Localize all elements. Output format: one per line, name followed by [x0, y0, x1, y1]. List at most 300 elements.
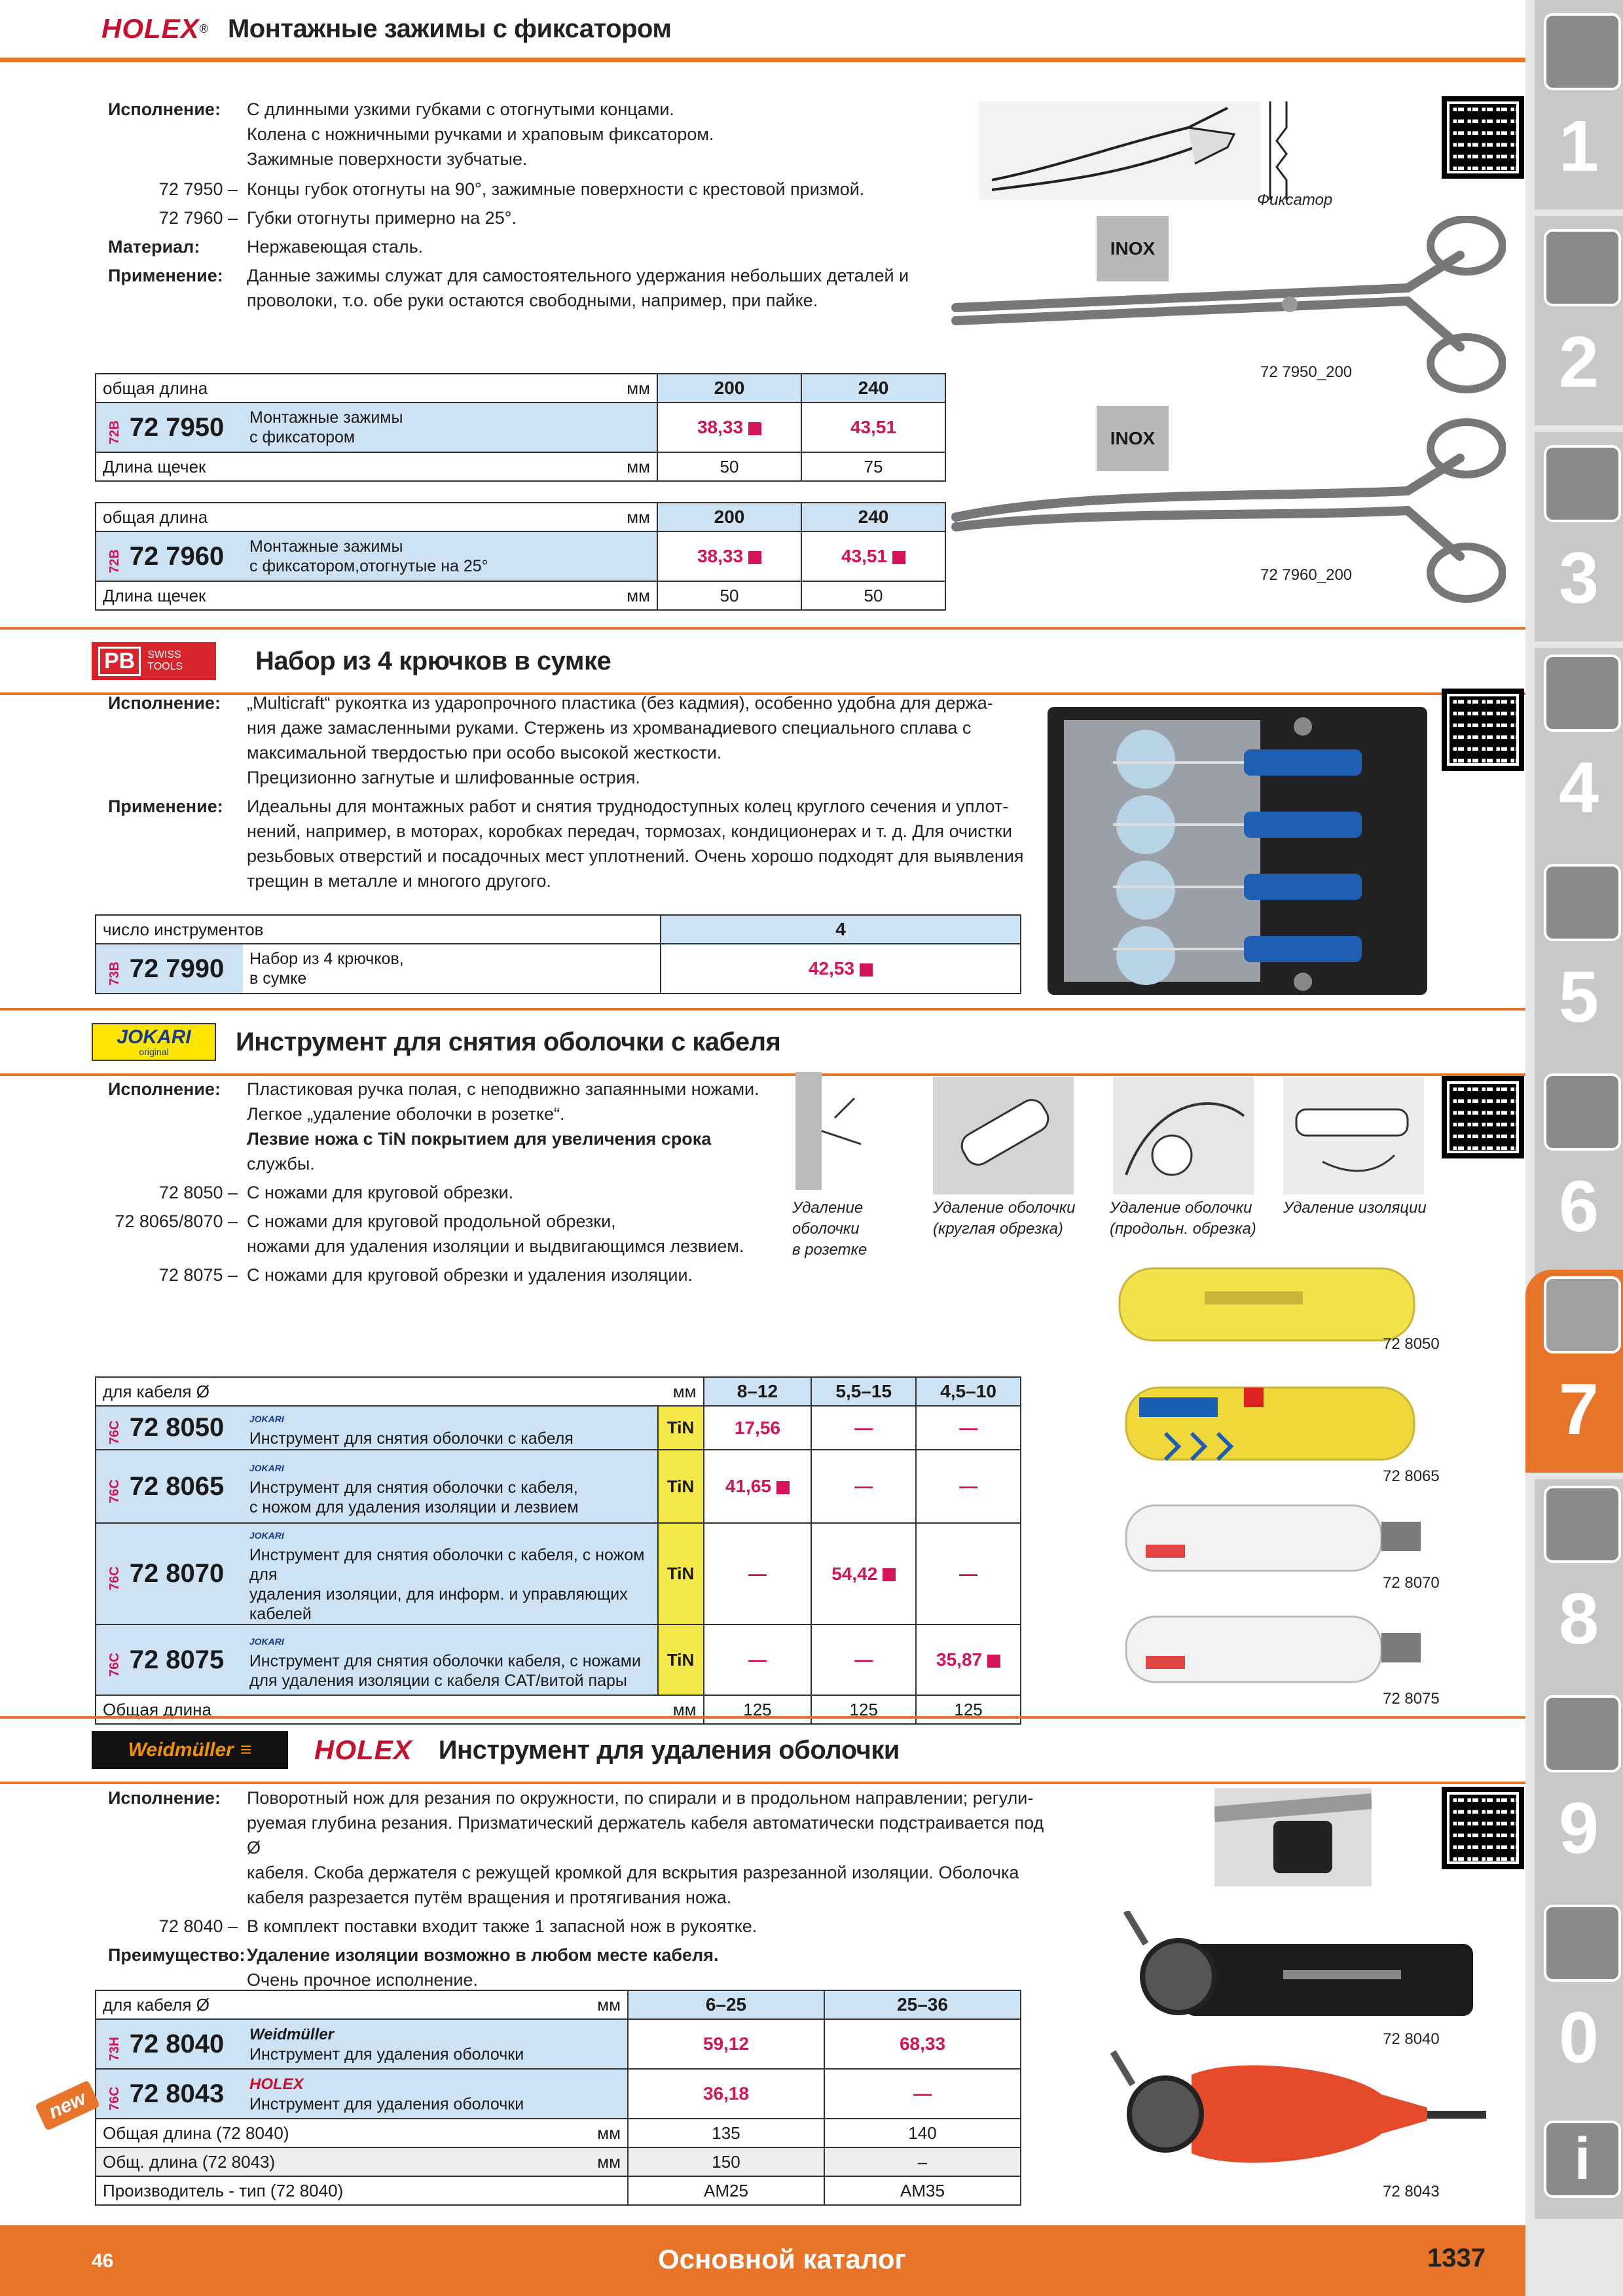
name-cell: [243, 2019, 628, 2069]
desc-line: Колена с ножничными ручками и храповым фиксатором.: [247, 124, 714, 144]
table-row[interactable]: [96, 403, 945, 452]
col-header: 200: [657, 374, 801, 403]
unit: мм: [672, 1699, 697, 1719]
label-execution: Исполнение:: [108, 99, 221, 119]
desc-line: Лезвие ножа с TiN покрытием для увеличения срока: [247, 1129, 712, 1149]
caption-line: в розетке: [792, 1241, 867, 1259]
footer-value: 50: [801, 581, 945, 610]
price-cell: —: [811, 1624, 916, 1695]
article-cell: [96, 2069, 243, 2119]
footer-value: 125: [811, 1695, 916, 1724]
footer-value: 135: [628, 2119, 824, 2147]
tin-badge: TiN: [658, 1450, 704, 1523]
name-cell: [243, 1450, 658, 1523]
stock-marker: [860, 963, 873, 977]
caption-line: (продольн. обрезка): [1110, 1220, 1256, 1238]
header-label: общая длина: [103, 378, 208, 398]
name-line: Набор из 4 крючков,: [249, 950, 404, 968]
article-cell: [96, 531, 243, 581]
footer-value: AM35: [824, 2176, 1021, 2205]
qr-code[interactable]: [1447, 1081, 1519, 1153]
table-72-7960: [95, 502, 946, 611]
stock-marker: [987, 1655, 1000, 1668]
label-execution: Исполнение:: [108, 693, 221, 713]
desc-line: резьбовых отверстий и посадочных мест уплотнений. Очень хорошо подходят для выявления: [247, 846, 1024, 866]
unit: мм: [597, 2151, 621, 2172]
label-application: Применение:: [108, 266, 223, 285]
desc-line: Очень прочное исполнение.: [247, 1970, 478, 1990]
article-number: 72 8040: [129, 2029, 225, 2058]
section-title: Монтажные зажимы с фиксатором: [227, 14, 672, 43]
drill-icon: [1544, 13, 1621, 90]
caption-fixator: Фиксатор: [1257, 191, 1333, 209]
tin-badge: TiN: [658, 1624, 704, 1695]
unit: мм: [597, 2123, 621, 2143]
chapter-tab-0[interactable]: [1535, 1898, 1623, 2108]
chapter-tab-6[interactable]: [1535, 1067, 1623, 1276]
jokari-logo-text: JOKARI: [117, 1026, 191, 1048]
illustration-longitudinal-cut: [1113, 1077, 1254, 1194]
footer-cell: [96, 452, 657, 481]
label-execution: Исполнение:: [108, 1788, 221, 1808]
name-line: Инструмент для удаления оболочки: [249, 2094, 524, 2113]
group-code: 76C: [107, 1566, 122, 1590]
name-cell: [243, 1406, 658, 1450]
table-row[interactable]: [96, 2069, 1021, 2119]
brand-mini: JOKARI: [249, 1636, 284, 1647]
qr-code[interactable]: [1447, 101, 1519, 173]
price-cell: —: [811, 1406, 916, 1450]
name-cell: [243, 1624, 658, 1695]
chapter-number: 1: [1558, 106, 1599, 187]
name-line: Инструмент для снятия оболочки с кабеля: [249, 1429, 574, 1448]
price-cell: [801, 531, 945, 581]
image-caption: 72 8043: [1383, 2183, 1440, 2200]
article-cell: [96, 1523, 243, 1624]
group-code: 76C: [107, 1479, 122, 1503]
chapter-tab-info[interactable]: [1535, 2108, 1623, 2219]
section-header-clamps: [0, 0, 1525, 60]
toolbox-icon: [1544, 1486, 1621, 1563]
unit: мм: [627, 378, 650, 398]
caption-line: Удаление: [792, 1199, 864, 1217]
name-line: в сумке: [249, 969, 307, 988]
price-cell: [704, 1406, 812, 1450]
description-block: [108, 691, 1038, 893]
variant-code: 72 8040 –: [158, 1916, 238, 1936]
cabinet-icon: [1544, 1695, 1621, 1772]
price-cell: —: [704, 1523, 812, 1624]
brand-mini: JOKARI: [249, 1414, 284, 1424]
chapter-number: 0: [1558, 1998, 1599, 2078]
brand-mini: HOLEX: [249, 2075, 304, 2093]
clamp-icon: [1544, 445, 1621, 522]
catalog-title: Основной каталог: [658, 2244, 906, 2274]
footer-value: 125: [916, 1695, 1021, 1724]
caption-line: Удаление оболочки: [933, 1199, 1076, 1217]
desc-line: Пластиковая ручка полая, с неподвижно запаянными ножами.: [247, 1079, 759, 1099]
table-row[interactable]: [96, 1406, 1021, 1450]
footer-value: 140: [824, 2119, 1021, 2147]
image-caption: 72 8050: [1383, 1335, 1440, 1353]
variant-desc: В комплект поставки входит также 1 запасной нож в рукоятке.: [247, 1916, 757, 1936]
footer-label: Длина щечек: [103, 585, 206, 605]
desc-line: нений, например, в моторах, коробках передач, тормозах, кондиционерах и т. д. Для очистки: [247, 821, 1012, 841]
brand-mini: Weidmüller: [249, 2025, 334, 2043]
footer-label: Общ. длина (72 8043): [103, 2151, 276, 2172]
article-cell: [96, 944, 243, 994]
article-number: 72 7950: [129, 412, 225, 442]
illustration-caption: [792, 1198, 867, 1261]
caption-line: Удаление оболочки: [1110, 1199, 1252, 1217]
desc-line: Зажимные поверхности зубчатые.: [247, 149, 528, 169]
article-cell: [96, 1406, 243, 1450]
article-number: 72 7960: [129, 541, 225, 571]
holex-logo: HOLEX: [101, 13, 200, 44]
registered-mark: ®: [199, 22, 208, 35]
name-line: Монтажные зажимы: [249, 537, 403, 556]
header-label: для кабеля Ø: [103, 1381, 210, 1401]
unit: мм: [597, 1994, 621, 2015]
price: 38,33: [697, 546, 744, 566]
price-cell: 59,12: [628, 2019, 824, 2069]
illustration-caption: [933, 1198, 1075, 1240]
desc-line: „Multicraft“ рукоятка из ударопрочного пластика (без кадмия), особенно удобна для держа-: [247, 693, 993, 713]
price-cell: —: [916, 1523, 1021, 1624]
desc-line: ния даже замасленными руками. Стержень из хромванадиевого специального сплава с: [247, 718, 972, 738]
label-advantage: Преимущество:: [108, 1945, 246, 1965]
price: 41,65: [725, 1476, 771, 1496]
unit: мм: [627, 507, 650, 527]
name-line: с фиксатором: [249, 428, 356, 446]
price-cell: [811, 1523, 916, 1624]
footer-cell: [96, 2147, 628, 2176]
footer-value: –: [824, 2147, 1021, 2176]
table-72-7990: [95, 914, 1021, 994]
price-cell: —: [824, 2069, 1021, 2119]
name-cell: [243, 1523, 658, 1624]
label-execution: Исполнение:: [108, 1079, 221, 1099]
description-block: [108, 97, 946, 313]
group-code: 76C: [107, 2086, 122, 2111]
group-code: 76C: [107, 1420, 122, 1444]
info-icon: i: [1544, 2121, 1621, 2198]
name-line: с фиксатором,отогнутые на 25°: [249, 557, 488, 575]
chapter-tab-9[interactable]: [1535, 1689, 1623, 1898]
price: 42,53: [808, 958, 855, 978]
desc-line: С длинными узкими губками с отогнутыми концами.: [247, 99, 674, 119]
price: 43,51: [850, 417, 897, 437]
article-cell: [96, 403, 243, 452]
footer-label: Производитель - тип (72 8040): [103, 2180, 344, 2200]
article-number: 72 8050: [129, 1413, 225, 1442]
article-cell: [96, 2019, 243, 2069]
stock-marker: [748, 422, 761, 435]
variant-desc: С ножами для круговой обрезки и удаления изоляции.: [247, 1265, 693, 1285]
stock-marker: [892, 551, 905, 564]
chapter-number: 5: [1558, 957, 1599, 1037]
variant-desc: ножами для удаления изоляции и выдвигающимся лезвием.: [247, 1236, 744, 1256]
caliper-icon: [1544, 655, 1621, 732]
chapter-number: 2: [1558, 322, 1599, 403]
section-title: Набор из 4 крючков в сумке: [255, 646, 611, 675]
desc-line: проволоки, т.о. обе руки остаются свободными, например, при пайке.: [247, 291, 818, 310]
qr-code[interactable]: [1447, 694, 1519, 766]
table-row[interactable]: [96, 1523, 1021, 1624]
product-72-8043-image: [1074, 2049, 1493, 2179]
pb-swiss-tools-logo: [92, 642, 216, 680]
section-header-hooks: [0, 627, 1525, 695]
saw-icon: [1544, 864, 1621, 941]
product-72-8040-image: [1113, 1911, 1486, 2042]
variant-code: 72 7950 –: [158, 179, 238, 199]
footer-cell: [96, 2119, 628, 2147]
price: 38,33: [697, 417, 744, 437]
group-code: 73H: [107, 2036, 122, 2061]
new-badge: new: [35, 2080, 100, 2131]
col-header: 200: [657, 503, 801, 531]
variant-desc: С ножами для круговой продольной обрезки,: [247, 1211, 616, 1231]
price-cell: 68,33: [824, 2019, 1021, 2069]
desc-line: трещин в металле и многого другого.: [247, 871, 551, 891]
name-line: с ножом для удаления изоляции и лезвием: [249, 1498, 579, 1516]
footer-value: 50: [657, 581, 801, 610]
hook-set-image: [1048, 700, 1427, 1001]
caption-line: Удаление изоляции: [1283, 1199, 1427, 1217]
table-72-7950: [95, 373, 946, 482]
name-line: для удаления изоляции с кабеля CAT/витой пары: [249, 1671, 627, 1690]
footer-cell: [96, 581, 657, 610]
article-number: 72 8043: [129, 2079, 225, 2108]
table-row[interactable]: [96, 531, 945, 581]
footer-label: Общая длина: [103, 1699, 211, 1719]
price: 54,42: [831, 1563, 878, 1584]
col-header: 4,5–10: [916, 1377, 1021, 1406]
name-line: удаления изоляции, для информ. и управляющих кабелей: [249, 1585, 628, 1623]
pb-logo-text: PB: [98, 647, 141, 676]
price: 43,51: [841, 546, 888, 566]
pliers-icon: [1544, 1276, 1621, 1354]
group-code: 72B: [107, 548, 122, 573]
article-number: 72 8065: [129, 1471, 225, 1501]
product-72-8065-image: [1120, 1374, 1434, 1473]
group-code: 72B: [107, 420, 122, 444]
name-line: Инструмент для удаления оболочки: [249, 2045, 524, 2064]
clamp-72-7960-image: [949, 412, 1506, 615]
variant-desc: Концы губок отогнуты на 90°, зажимные поверхности с крестовой призмой.: [247, 179, 865, 199]
jokari-logo-sub: original: [139, 1047, 169, 1057]
col-header: 5,5–15: [811, 1377, 916, 1406]
name-cell: [243, 531, 657, 581]
weidmueller-mark-icon: ≡: [240, 1739, 252, 1761]
stock-marker: [883, 1568, 896, 1581]
article-cell: [96, 1624, 243, 1695]
header-label: число инструментов: [96, 915, 661, 944]
table-weidmueller: [95, 1990, 1021, 2206]
desc-line: максимальной твердостью при особо высокой жесткости.: [247, 743, 722, 762]
name-line: Инструмент для снятия оболочки с кабеля,: [249, 1478, 578, 1497]
header-label: для кабеля Ø: [103, 1994, 210, 2015]
price-cell: [657, 531, 801, 581]
footer-value: 125: [704, 1695, 812, 1724]
price-cell: [916, 1624, 1021, 1695]
image-caption: 72 8065: [1383, 1467, 1440, 1485]
table-row[interactable]: [96, 944, 1021, 994]
stock-marker: [776, 1481, 790, 1494]
illustration-round-cut: [933, 1077, 1074, 1194]
section-title: Инструмент для удаления оболочки: [438, 1735, 900, 1765]
price-cell: [801, 403, 945, 452]
desc-line: руемая глубина резания. Призматический держатель кабеля автоматически подстраивается под Ø: [247, 1813, 1044, 1857]
page-number-right: 1337: [1427, 2244, 1486, 2272]
header-cell: [96, 503, 657, 531]
section-header-jokari: [0, 1008, 1525, 1076]
clamp-72-7950-image: [949, 216, 1506, 412]
chapter-tab-5[interactable]: [1535, 857, 1623, 1067]
stock-marker: [748, 551, 761, 564]
price-cell: —: [704, 1624, 812, 1695]
variant-desc: С ножами для круговой обрезки.: [247, 1183, 514, 1202]
caption-line: оболочки: [792, 1220, 860, 1238]
name-cell: [243, 944, 661, 994]
chapter-number: 8: [1558, 1579, 1599, 1659]
desc-line: кабеля разрезается путём вращения и протягивания ножа.: [247, 1888, 732, 1907]
illustration-insulation-removal: [1283, 1077, 1424, 1194]
footer-value: AM25: [628, 2176, 824, 2205]
header-cell: [96, 1990, 628, 2019]
desc-line: Удаление изоляции возможно в любом месте кабеля.: [247, 1945, 719, 1965]
col-header: 25–36: [824, 1990, 1021, 2019]
qr-code[interactable]: [1447, 1792, 1519, 1864]
chapter-number: 7: [1558, 1369, 1599, 1450]
ratchet-illustration: [1257, 101, 1303, 200]
chapter-tab-3[interactable]: [1535, 432, 1623, 641]
price-cell: [661, 944, 1021, 994]
price: 17,56: [734, 1417, 780, 1438]
table-jokari: [95, 1376, 1021, 1725]
chapter-sidebar: [1525, 0, 1623, 2296]
footer-cell: [96, 2176, 628, 2205]
image-caption: 72 8075: [1383, 1690, 1440, 1708]
footer-value: 150: [628, 2147, 824, 2176]
price-cell: —: [811, 1450, 916, 1523]
price: 35,87: [936, 1649, 983, 1670]
description-block: [108, 1077, 795, 1287]
variant-code: 72 8065/8070 –: [115, 1211, 238, 1231]
table-row[interactable]: [96, 2019, 1021, 2069]
chapter-tab-2[interactable]: [1535, 216, 1623, 425]
footer-value: 75: [801, 452, 945, 481]
desc-line: Идеальны для монтажных работ и снятия труднодоступных колец круглого сечения и уплот-: [247, 797, 1009, 816]
unit: мм: [627, 585, 650, 605]
wrench-icon: [1544, 1073, 1621, 1151]
variant-desc: Губки отогнуты примерно на 25°.: [247, 208, 517, 228]
price-cell: —: [916, 1406, 1021, 1450]
variant-code: 72 7960 –: [158, 208, 238, 228]
product-72-8075-image: [1120, 1607, 1434, 1692]
header-cell: [96, 1377, 704, 1406]
group-code: 76C: [107, 1652, 122, 1677]
desc-line: кабеля. Скоба держателя с режущей кромкой для вскрытия разрезанной изоляции. Оболочка: [247, 1863, 1019, 1882]
label-application: Применение:: [108, 797, 223, 816]
price-cell: [704, 1450, 812, 1523]
name-cell: [243, 403, 657, 452]
variant-code: 72 8050 –: [158, 1183, 238, 1202]
section-title: Инструмент для снятия оболочки с кабеля: [236, 1027, 781, 1056]
product-72-8070-image: [1120, 1496, 1434, 1581]
page-footer: [0, 2225, 1525, 2296]
tin-badge: TiN: [658, 1523, 704, 1624]
chapter-tab-7-active[interactable]: [1525, 1270, 1623, 1473]
desc-line: Данные зажимы служат для самостоятельного удержания небольших деталей и: [247, 266, 909, 285]
col-header: 4: [661, 915, 1021, 944]
weidmueller-logo-text: Weidmüller: [128, 1739, 234, 1761]
name-line: Инструмент для снятия оболочки с кабеля, с ножом для: [249, 1546, 645, 1584]
header-cell: [96, 374, 657, 403]
col-header: 240: [801, 374, 945, 403]
chapter-tab-4[interactable]: [1535, 648, 1623, 857]
table-row[interactable]: [96, 1624, 1021, 1695]
page-number-left: 46: [92, 2250, 114, 2272]
name-cell: [243, 2069, 628, 2119]
header-label: общая длина: [103, 507, 208, 527]
weidmueller-logo: [92, 1731, 288, 1769]
tin-badge: TiN: [658, 1406, 704, 1450]
illustration-socket: [795, 1072, 867, 1190]
image-caption: 72 7960_200: [1260, 566, 1353, 584]
brand-mini: JOKARI: [249, 1530, 284, 1541]
product-72-8050-image: [1113, 1255, 1427, 1354]
safety-glasses-icon: [1544, 1905, 1621, 1982]
article-number: 72 8070: [129, 1559, 225, 1588]
footer-value: 50: [657, 452, 801, 481]
image-caption: 72 8040: [1383, 2030, 1440, 2048]
illustration-caption: [1283, 1198, 1427, 1219]
usage-illustration: [1214, 1788, 1372, 1886]
desc-line: службы.: [247, 1154, 315, 1174]
desc-line: Прецизионно загнутые и шлифованные острия.: [247, 768, 640, 787]
jokari-logo: [92, 1023, 216, 1061]
group-code: 73B: [107, 961, 122, 986]
illustration-caption: [1110, 1198, 1256, 1240]
price-cell: [657, 403, 801, 452]
col-header: 6–25: [628, 1990, 824, 2019]
chapter-number: 4: [1558, 747, 1599, 828]
chapter-tab-1[interactable]: [1535, 0, 1623, 209]
unit: мм: [672, 1381, 697, 1401]
caption-line: (круглая обрезка): [933, 1220, 1063, 1238]
label-material: Материал:: [108, 237, 200, 257]
footer-label: Длина щечек: [103, 456, 206, 476]
table-row[interactable]: [96, 1450, 1021, 1523]
col-header: 8–12: [704, 1377, 812, 1406]
price-cell: —: [916, 1450, 1021, 1523]
desc-line: Поворотный нож для резания по окружности, по спирали и в продольном направлении; регули-: [247, 1788, 1034, 1808]
description-block: [108, 1785, 1057, 1992]
inox-badge: INOX: [1097, 406, 1169, 471]
footer-label: Общая длина (72 8040): [103, 2123, 289, 2143]
article-number: 72 7990: [129, 954, 225, 983]
name-line: Инструмент для снятия оболочки кабеля, с ножами: [249, 1651, 641, 1670]
insert-icon: [1544, 229, 1621, 306]
divider: [0, 59, 1525, 62]
image-caption: 72 7950_200: [1260, 363, 1353, 381]
holex-logo: HOLEX: [314, 1734, 412, 1765]
chapter-tab-8[interactable]: [1535, 1479, 1623, 1689]
chapter-number: 3: [1558, 538, 1599, 619]
inox-badge: INOX: [1097, 216, 1169, 281]
material-text: Нержавеющая сталь.: [247, 237, 424, 257]
